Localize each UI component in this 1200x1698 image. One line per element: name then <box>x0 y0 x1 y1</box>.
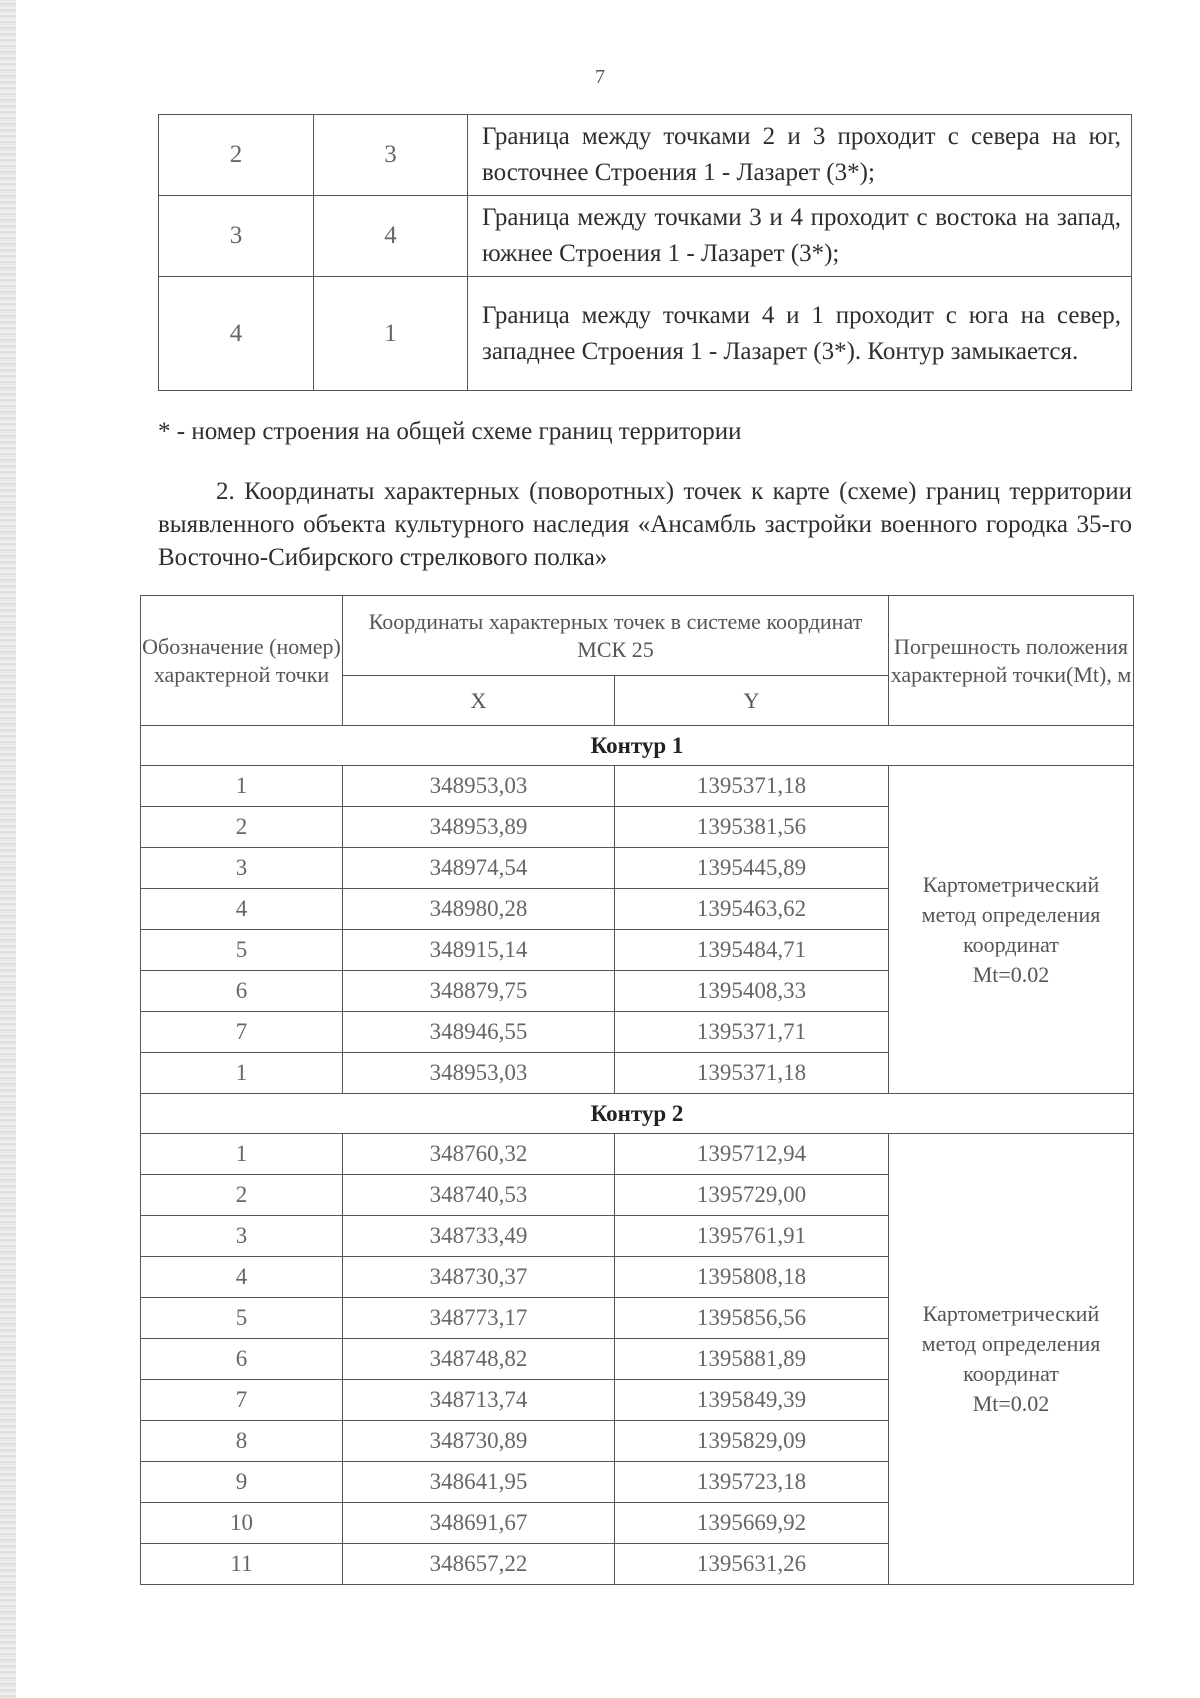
x-coordinate: 348657,22 <box>343 1544 615 1585</box>
method-line: координат <box>963 1361 1059 1386</box>
method-line: координат <box>963 931 1059 957</box>
x-coordinate: 348980,28 <box>343 889 615 930</box>
boundary-description-table <box>158 114 1132 391</box>
y-coordinate: 1395445,89 <box>615 848 889 889</box>
to-point: 3 <box>314 115 468 196</box>
x-coordinate: 348974,54 <box>343 848 615 889</box>
header-point-number: Обозначение (номер) характерной точки <box>141 596 343 726</box>
point-number: 8 <box>141 1421 343 1462</box>
y-coordinate: 1395808,18 <box>615 1257 889 1298</box>
x-coordinate: 348740,53 <box>343 1175 615 1216</box>
x-coordinate: 348953,03 <box>343 766 615 807</box>
y-coordinate: 1395371,18 <box>615 1053 889 1094</box>
point-number: 2 <box>141 1175 343 1216</box>
method-line: Картометрический <box>922 1301 1100 1326</box>
error-method-cell <box>889 766 1134 1094</box>
table-row <box>159 277 1132 391</box>
y-coordinate: 1395631,26 <box>615 1544 889 1585</box>
x-coordinate: 348730,37 <box>343 1257 615 1298</box>
method-line: Картометрический <box>922 871 1100 897</box>
x-coordinate: 348946,55 <box>343 1012 615 1053</box>
x-coordinate: 348915,14 <box>343 930 615 971</box>
x-coordinate: 348730,89 <box>343 1421 615 1462</box>
point-number: 4 <box>141 1257 343 1298</box>
point-number: 5 <box>141 1298 343 1339</box>
footnote: * - номер строения на общей схеме границ территории <box>158 418 742 445</box>
from-point: 3 <box>159 196 314 277</box>
point-number: 1 <box>141 766 343 807</box>
y-coordinate: 1395761,91 <box>615 1216 889 1257</box>
y-coordinate: 1395381,56 <box>615 807 889 848</box>
boundary-description: Граница между точками 3 и 4 проходит с востока на запад, южнее Строения 1 - Лазарет (3*); <box>468 196 1132 277</box>
contour-title: Контур 1 <box>141 726 1134 766</box>
to-point: 4 <box>314 196 468 277</box>
x-coordinate: 348733,49 <box>343 1216 615 1257</box>
table-row <box>141 766 1134 807</box>
header-coordinates: Координаты характерных точек в системе координат МСК 25 <box>343 596 889 676</box>
y-coordinate: 1395712,94 <box>615 1134 889 1175</box>
boundary-description: Граница между точками 4 и 1 проходит с юга на север, западнее Строения 1 - Лазарет (3*). Контур замыкается. <box>468 277 1132 391</box>
y-coordinate: 1395723,18 <box>615 1462 889 1503</box>
from-point: 2 <box>159 115 314 196</box>
x-coordinate: 348691,67 <box>343 1503 615 1544</box>
x-coordinate: 348879,75 <box>343 971 615 1012</box>
point-number: 6 <box>141 1339 343 1380</box>
point-number: 1 <box>141 1134 343 1175</box>
y-coordinate: 1395856,56 <box>615 1298 889 1339</box>
x-coordinate: 348713,74 <box>343 1380 615 1421</box>
point-number: 11 <box>141 1544 343 1585</box>
x-coordinate: 348748,82 <box>343 1339 615 1380</box>
point-number: 5 <box>141 930 343 971</box>
y-coordinate: 1395669,92 <box>615 1503 889 1544</box>
point-number: 6 <box>141 971 343 1012</box>
table-row <box>141 1134 1134 1175</box>
point-number: 9 <box>141 1462 343 1503</box>
y-coordinate: 1395484,71 <box>615 930 889 971</box>
point-number: 7 <box>141 1012 343 1053</box>
point-number: 2 <box>141 807 343 848</box>
method-line: метод определения <box>921 901 1101 927</box>
method-line: метод определения <box>921 1331 1101 1356</box>
point-number: 7 <box>141 1380 343 1421</box>
page-number: 7 <box>595 66 605 88</box>
header-row <box>141 596 1134 676</box>
section-heading-text: 2. Координаты характерных (поворотных) точек к карте (схеме) границ территории выявленного объекта культурного наследия «Ансамбль застройки военного городка 35-го Восточно-Сибирского стрелкового полка» <box>158 478 1132 571</box>
y-coordinate: 1395729,00 <box>615 1175 889 1216</box>
method-line: Mt=0.02 <box>972 1391 1050 1416</box>
boundary-description: Граница между точками 2 и 3 проходит с севера на юг, восточнее Строения 1 - Лазарет (3*); <box>468 115 1132 196</box>
to-point: 1 <box>314 277 468 391</box>
contour-title: Контур 2 <box>141 1094 1134 1134</box>
table-row <box>159 196 1132 277</box>
x-coordinate: 348953,89 <box>343 807 615 848</box>
point-number: 1 <box>141 1053 343 1094</box>
point-number: 3 <box>141 848 343 889</box>
error-method-cell <box>889 1134 1134 1585</box>
point-number: 10 <box>141 1503 343 1544</box>
header-y: Y <box>615 676 889 726</box>
contour-title-row <box>141 1094 1134 1134</box>
x-coordinate: 348641,95 <box>343 1462 615 1503</box>
method-line: Mt=0.02 <box>972 961 1050 987</box>
y-coordinate: 1395463,62 <box>615 889 889 930</box>
y-coordinate: 1395371,18 <box>615 766 889 807</box>
scan-edge-artifact <box>0 0 16 1698</box>
y-coordinate: 1395881,89 <box>615 1339 889 1380</box>
y-coordinate: 1395849,39 <box>615 1380 889 1421</box>
table-row <box>159 115 1132 196</box>
x-coordinate: 348773,17 <box>343 1298 615 1339</box>
coordinates-table <box>140 595 1134 1585</box>
contour-title-row <box>141 726 1134 766</box>
point-number: 4 <box>141 889 343 930</box>
y-coordinate: 1395408,33 <box>615 971 889 1012</box>
point-number: 3 <box>141 1216 343 1257</box>
header-x: X <box>343 676 615 726</box>
from-point: 4 <box>159 277 314 391</box>
y-coordinate: 1395829,09 <box>615 1421 889 1462</box>
y-coordinate: 1395371,71 <box>615 1012 889 1053</box>
x-coordinate: 348953,03 <box>343 1053 615 1094</box>
header-error: Погрешность положения характерной точки(Mt), м <box>889 596 1134 726</box>
x-coordinate: 348760,32 <box>343 1134 615 1175</box>
